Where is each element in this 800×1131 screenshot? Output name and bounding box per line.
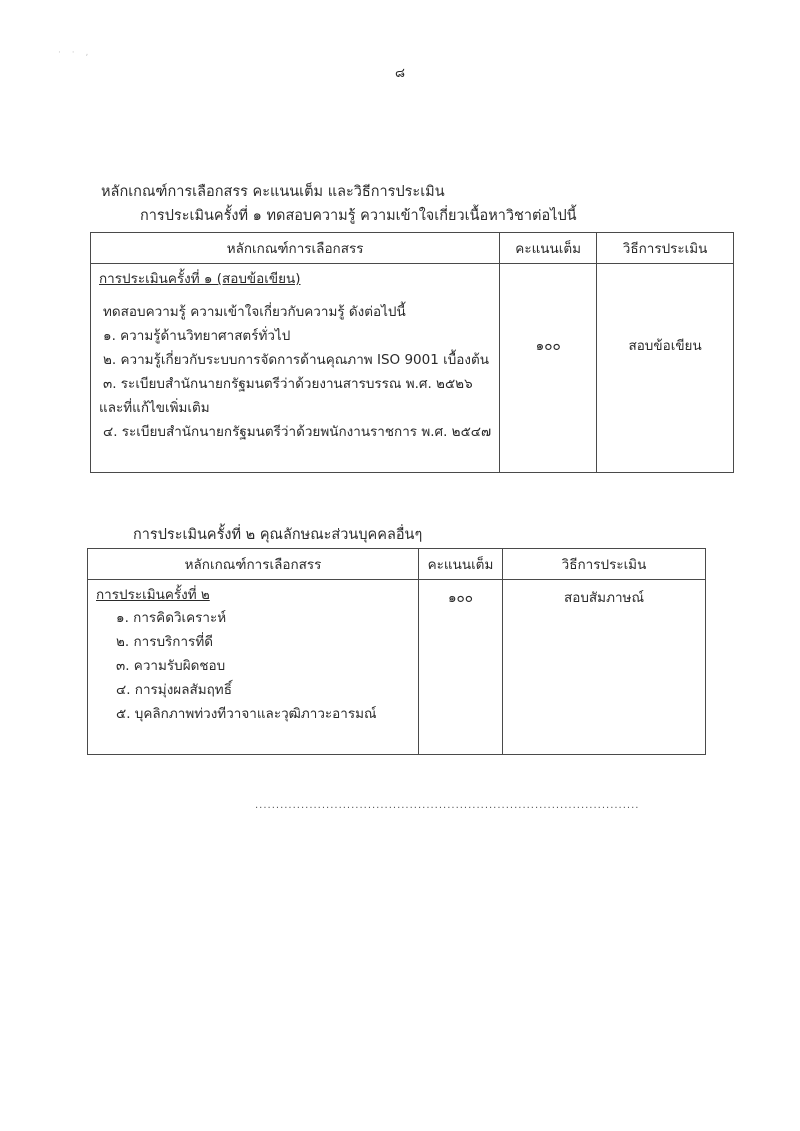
assessment-2-heading: การประเมินครั้งที่ ๒ คุณลักษณะส่วนบุคคลอื่นๆ (133, 527, 423, 543)
list-item: ๓. ความรับผิดชอบ (116, 658, 226, 674)
list-item: ๔. ระเบียบสำนักนายกรัฐมนตรีว่าด้วยพนักงานราชการ พ.ศ. ๒๕๔๗ (103, 424, 492, 440)
table-header-row (91, 233, 734, 264)
list-item: ๓. ระเบียบสำนักนายกรัฐมนตรีว่าด้วยงานสารบรรณ พ.ศ. ๒๕๒๖ (103, 376, 473, 392)
header-score: คะแนนเต็ม (419, 549, 503, 580)
dotted-separator: ............................................................................................ (255, 800, 640, 811)
table-row (88, 580, 706, 755)
score-cell: ๑๐๐ (419, 580, 503, 755)
header-criteria: หลักเกณฑ์การเลือกสรร (91, 233, 500, 264)
list-item: ๑. การคิดวิเคราะห์ (116, 610, 227, 626)
document-title: หลักเกณฑ์การเลือกสรร คะแนนเต็ม และวิธีการประเมิน (101, 184, 445, 200)
method-cell: สอบข้อเขียน (597, 264, 734, 473)
list-item-continuation: และที่แก้ไขเพิ่มเติม (99, 400, 210, 416)
score-cell: ๑๐๐ (500, 264, 597, 473)
assessment-2-table (87, 548, 706, 755)
list-item: ๕. บุคลิกภาพท่วงทีวาจาและวุฒิภาวะอารมณ์ (116, 706, 377, 722)
criteria-cell (88, 580, 419, 755)
page-number: ๘ (395, 66, 406, 81)
list-item: ๔. การมุ่งผลสัมฤทธิ์ (116, 682, 232, 698)
list-item: ๒. การบริการที่ดี (116, 634, 213, 650)
criteria-cell (91, 264, 500, 473)
assessment-1-heading: การประเมินครั้งที่ ๑ ทดสอบความรู้ ความเข้าใจเกี่ยวเนื้อหาวิชาต่อไปนี้ (140, 208, 577, 224)
header-method: วิธีการประเมิน (597, 233, 734, 264)
section-title: การประเมินครั้งที่ ๒ (96, 587, 210, 603)
list-item: ๑. ความรู้ด้านวิทยาศาสตร์ทั่วไป (103, 328, 291, 344)
section-title: การประเมินครั้งที่ ๑ (สอบข้อเขียน) (99, 271, 301, 287)
header-score: คะแนนเต็ม (500, 233, 597, 264)
header-criteria: หลักเกณฑ์การเลือกสรร (88, 549, 419, 580)
table-header-row (88, 549, 706, 580)
assessment-1-table (90, 232, 734, 473)
list-item: ๒. ความรู้เกี่ยวกับระบบการจัดการด้านคุณภาพ ISO 9001 เบื้องต้น (103, 352, 489, 368)
method-cell: สอบสัมภาษณ์ (503, 580, 706, 755)
header-method: วิธีการประเมิน (503, 549, 706, 580)
scan-specks: · · , (58, 48, 93, 58)
intro-text: ทดสอบความรู้ ความเข้าใจเกี่ยวกับความรู้ ดังต่อไปนี้ (103, 304, 406, 320)
table-row (91, 264, 734, 473)
